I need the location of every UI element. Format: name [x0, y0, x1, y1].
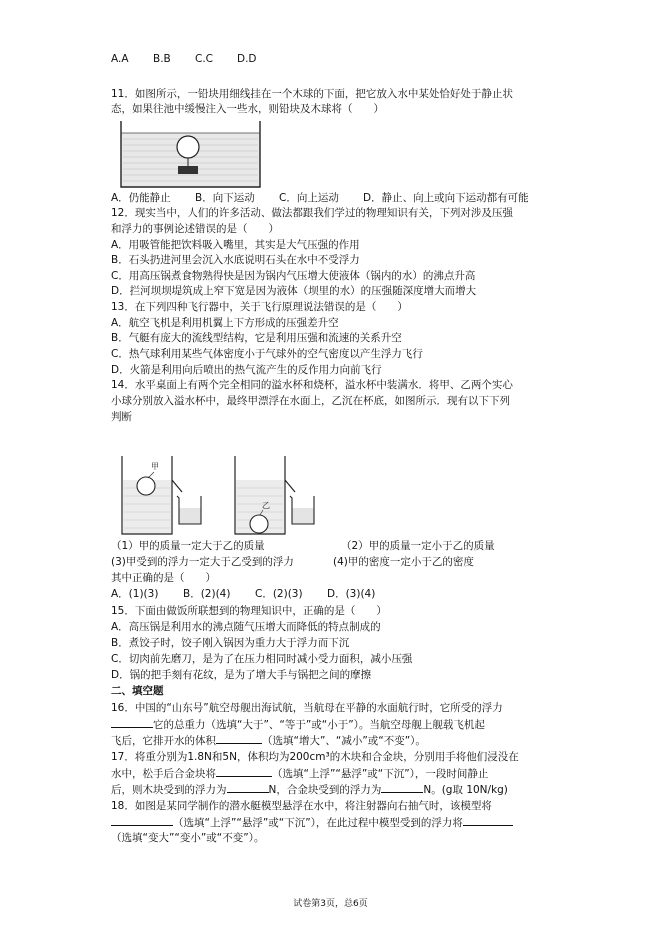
q14-stem-3: 判断	[111, 411, 132, 423]
q16-blank-1[interactable]	[111, 717, 153, 728]
q15-option-c: C．切肉前先磨刀，是为了在压力相同时减小受力面积，减小压强	[111, 653, 413, 665]
q16-line-2	[111, 717, 485, 732]
q12-stem-1: 12．现实当中，人们的许多活动、做法都跟我们学过的物理知识有关，下列对涉及压强	[111, 207, 513, 219]
q12-option-c: C．用高压锅煮食物熟得快是因为锅内气压增大使液体（锅内的水）的沸点升高	[111, 270, 476, 282]
q13-option-b: B．气艇有庞大的流线型结构，它是利用压强和流速的关系升空	[111, 332, 402, 344]
q15-option-a: A．高压锅是利用水的沸点随气压增大而降低的特点制成的	[111, 621, 381, 633]
q15-stem: 15．下面由做饭所联想到的物理知识中，正确的是（ ）	[111, 605, 387, 617]
q15-option-b: B．煮饺子时，饺子刚入锅因为重力大于浮力而下沉	[111, 637, 350, 649]
q18-blank-1[interactable]	[111, 815, 173, 826]
q17-line-3	[111, 782, 508, 797]
q11-option-a: A．仍能静止	[111, 192, 171, 204]
q17-blank-3[interactable]	[381, 782, 423, 793]
q11-stem-1: 11．如图所示，一铅块用细线挂在一个木球的下面，把它放入水中某处恰好处于静止状	[111, 88, 513, 100]
q12-option-a: A．用吸管能把饮料吸入嘴里，其实是大气压强的作用	[111, 239, 360, 251]
q18-line-2a: （选填“上浮”“悬浮”或“下沉”），在此过程中模型受到的浮力将	[173, 817, 463, 829]
q14-figure	[110, 452, 340, 536]
q14-option-b: B．(2)(4)	[183, 588, 231, 600]
q13-option-c: C．热气球利用某些气体密度小于气球外的空气密度以产生浮力飞行	[111, 348, 423, 360]
q11-option-b: B．向下运动	[195, 192, 255, 204]
q14-judge-3: (3)甲受到的浮力一定大于乙受到的浮力	[111, 556, 294, 568]
q16-line-2-text: 它的总重力（选填“大于”、“等于”或“小于”）。当航空母舰上舰载飞机起	[153, 719, 485, 731]
q14-ask: 其中正确的是（ ）	[111, 572, 216, 584]
q16-line-3a: 飞后，它排开水的体积	[111, 735, 216, 747]
q18-line-1: 18．如图是某同学制作的潜水艇模型悬浮在水中，将注射器向右抽气时，该模型将	[111, 800, 492, 812]
label-yi: 乙	[262, 501, 270, 510]
q18-line-3: （选填“变大”“变小”或“不变”）。	[111, 832, 265, 844]
q17-blank-2[interactable]	[227, 782, 269, 793]
q14-option-a: A．(1)(3)	[111, 588, 159, 600]
section-title-fill-in: 二、填空题	[111, 685, 164, 697]
option-b: B.B	[153, 53, 171, 65]
q16-line-3b: （选填“增大”、“减小”或“不变”）。	[262, 735, 426, 747]
q12-stem-2: 和浮力的事例论述错误的是（ ）	[111, 223, 279, 235]
q14-options	[111, 587, 375, 601]
q14-judge-4: (4)甲的密度一定小于乙的密度	[333, 556, 474, 568]
q17-line-3c: N。(g取 10N/kg)	[423, 784, 508, 796]
q14-stem-1: 14．水平桌面上有两个完全相同的溢水杯和烧杯，溢水杯中装满水．将甲、乙两个实心	[111, 379, 513, 391]
q12-option-b: B．石头扔进河里会沉入水底说明石头在水中不受浮力	[111, 254, 360, 266]
q13-stem: 13．在下列四种飞行器中，关于飞行原理说法错误的是（ ）	[111, 301, 408, 313]
q14-option-d: D．(3)(4)	[327, 588, 376, 600]
q13-option-a: A．航空飞机是利用机翼上下方形成的压强差升空	[111, 317, 339, 329]
q11-option-d: D．静止、向上或向下运动都有可能	[363, 192, 529, 204]
q11-figure-pool	[120, 121, 262, 189]
q14-judge-2: （2）甲的质量一定小于乙的质量	[341, 540, 495, 552]
q11-option-c: C．向上运动	[279, 192, 339, 204]
q12-option-d: D．拦河坝坝堤筑成上窄下宽是因为液体（坝里的水）的压强随深度增大而增大	[111, 285, 477, 297]
q16-blank-2[interactable]	[216, 733, 262, 744]
option-a: A.A	[111, 53, 129, 65]
q11-stem-2: 态，如果往池中缓慢注入一些水，则铅块及木球将（ ）	[111, 103, 384, 115]
q17-line-3b: N，合金块受到的浮力为	[268, 784, 382, 796]
q14-judge-1: （1）甲的质量一定大于乙的质量	[111, 540, 265, 552]
q16-line-3	[111, 733, 426, 748]
option-c: C.C	[195, 53, 214, 65]
q11-options	[111, 191, 529, 205]
q17-line-2a: 水中，松手后合金块将	[111, 768, 216, 780]
top-options-row	[111, 52, 257, 66]
page-footer: 试卷第3页，总6页	[293, 899, 368, 909]
q13-option-d: D．火箭是利用向后喷出的热气流产生的反作用力向前飞行	[111, 364, 382, 376]
q18-line-2	[111, 815, 513, 830]
option-d: D.D	[237, 53, 257, 65]
q18-blank-2[interactable]	[463, 815, 513, 826]
label-jia: 甲	[151, 462, 159, 471]
q15-option-d: D．锅的把手刻有花纹，是为了增大手与锅把之间的摩擦	[111, 669, 372, 681]
q17-blank-1[interactable]	[216, 766, 272, 777]
q17-line-2b: （选填“上浮”“悬浮”或“下沉”），一段时间静止	[272, 768, 489, 780]
q17-line-3a: 后，则木块受到的浮力为	[111, 784, 227, 796]
q14-stem-2: 小球分别放入溢水杯中，最终甲漂浮在水面上，乙沉在杯底，如图所示．现有以下下列	[111, 395, 510, 407]
q14-option-c: C．(2)(3)	[255, 588, 303, 600]
q17-line-1: 17．将重分别为1.8N和5N，体积均为200cm³的木块和合金块，分别用手将他们浸没在	[111, 751, 519, 763]
q16-line-1: 16．中国的“山东号”航空母舰出海试航，当航母在平静的水面航行时，它所受的浮力	[111, 702, 503, 714]
q17-line-2	[111, 766, 488, 781]
